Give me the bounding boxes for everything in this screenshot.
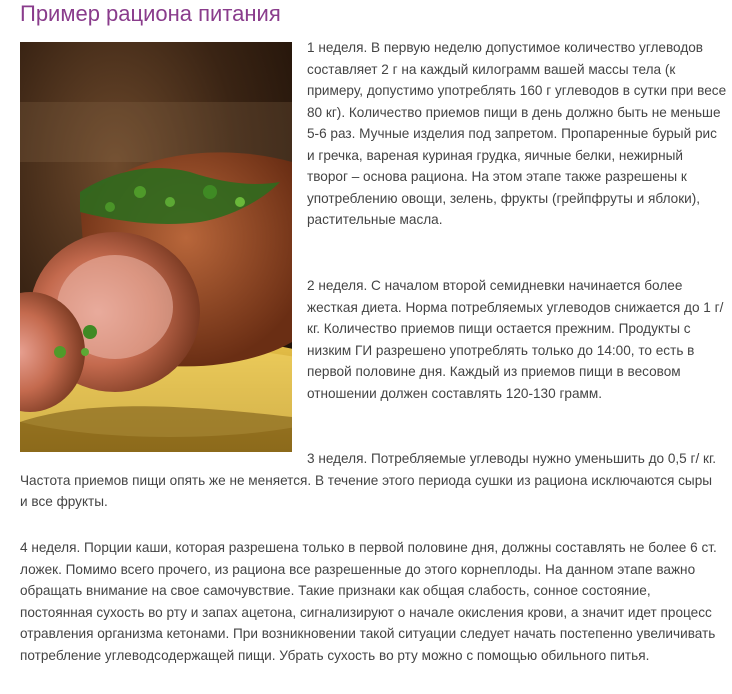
paragraph-week-3: 3 неделя. Потребляемые углеводы нужно уменьшить до 0,5 г/ кг. Частота приемов пищи опять же не меняется. В течение этого периода сушки из рациона исключаются сыры и все фрукты. [20,451,717,509]
paragraph-week-4: 4 неделя. Порции каши, которая разрешена только в первой половине дня, должны составлять не более 6 ст. ложек. Помимо всего прочего, из рациона все разрешенные до этого корнеплоды. На данном этапе важно обращать внимание на свое самочувствие. Такие признаки как общая слабость, сонное состояние, постоянная сухость во рту и запах ацетона, сигнализируют о начале окисления крови, а значит идет процесс отравления организма кетонами. При возникновении такой ситуации следует начать постепенно увеличивать потребление углеводсодержащей пищи. Убрать сухость во рту можно с помощью обильного питья. [20,540,717,663]
paragraph-week-2: 2 неделя. С началом второй семидневки начинается более жесткая диета. Норма потребляемых углеводов снижается до 1 г/кг. Количество приемов пищи остается прежним. Продукты с низким ГИ разрешено употреблять только до 14:00, то есть в первой половине дня. Каждый из приемов пищи в весовом отношении должен составлять 120-130 грамм. [307,278,724,401]
paragraph-week-1: 1 неделя. В первую неделю допустимое количество углеводов составляет 2 г на каждый килограмм вашей массы тела (к примеру, допустимо употреблять 160 г углеводов в сутки при весе 80 кг). Количество приемов пищи в день должно быть не меньше 5-6 раз. Мучные изделия под запретом. Пропаренные бурый рис и гречка, вареная куриная грудка, яичные белки, нежирный творог – основа рациона. На этом этапе также разрешены к употреблению овощи, зелень, фрукты (грейпфруты и яблоки), растительные масла. [307,40,727,227]
meat-dish-photo [20,42,292,452]
page-title: Пример рациона питания [20,1,281,26]
